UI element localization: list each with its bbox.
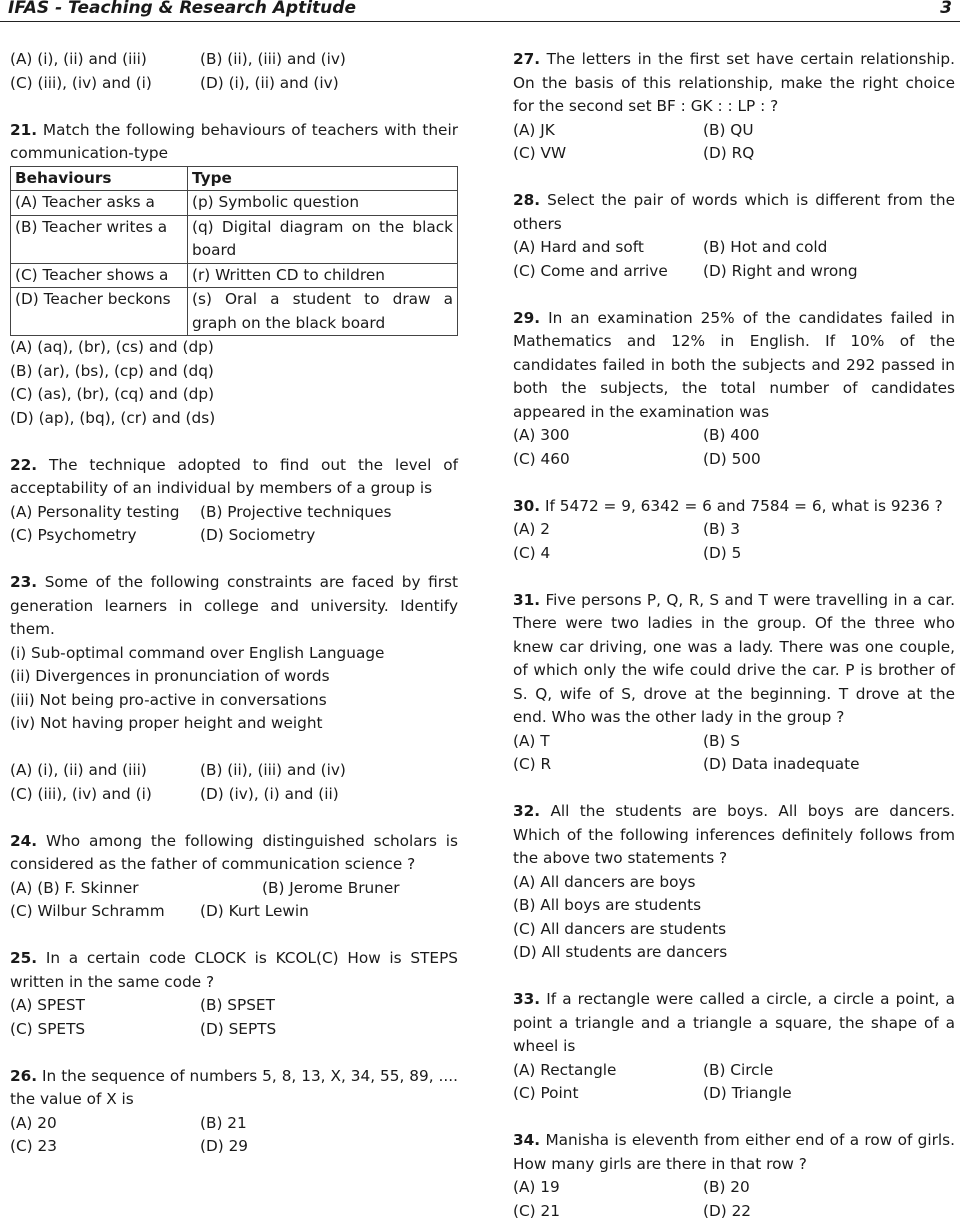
table-cell: (s) Oral a student to draw a graph on the black board (188, 288, 458, 336)
question-30 (513, 495, 955, 566)
left-column (10, 48, 458, 1159)
question-number: 28. (513, 191, 541, 209)
question-24 (10, 830, 458, 924)
stem-text: Five persons P, Q, R, S and T were travelling in a car. There were two ladies in the group. Of the three who knew car driving, one was a lady. There was one couple, of which only the wife could drive the car. P is brother of S. Q, wife of S, drove at the beginning. T drove at the end. Who was the other lady in the group ? (513, 590, 955, 726)
option-b: (B) (ar), (bs), (cp) and (dq) (10, 361, 214, 380)
option-c: (C) (as), (br), (cq) and (dp) (10, 385, 215, 403)
option-c: (C) Wilbur Schramm (10, 902, 165, 920)
question-27 (513, 48, 955, 166)
option-b: (B) Projective techniques (200, 502, 392, 521)
question-31 (513, 589, 955, 777)
option-c: (C) VW (513, 144, 567, 162)
option-c: (C) SPETS (10, 1019, 86, 1038)
question-stem (513, 988, 955, 1059)
question-number: 25. (10, 949, 38, 967)
option-d: (D) Kurt Lewin (200, 902, 309, 920)
question-stem (10, 1065, 458, 1112)
option-b: (B) All boys are students (513, 896, 702, 914)
option-d: (D) 500 (703, 449, 761, 468)
question-stem (513, 1129, 955, 1176)
stem-text: Who among the following distinguished scholars is considered as the father of communication science ? (10, 831, 458, 873)
option-d: (D) (ap), (bq), (cr) and (ds) (10, 408, 216, 427)
option-b: (B) 21 (200, 1113, 247, 1132)
match-table (10, 166, 458, 337)
option-a: (A) 20 (10, 1113, 57, 1132)
option-a: (A) SPEST (10, 996, 85, 1014)
stem-text: Match the following behaviours of teachers with their communication-type (10, 120, 458, 162)
option-a: (A) Rectangle (513, 1060, 617, 1079)
question-21 (10, 119, 458, 431)
question-number: 26. (10, 1066, 38, 1085)
option-b: (B) (ii), (iii) and (iv) (200, 761, 346, 779)
question-32 (513, 800, 955, 965)
option-a: (A) (aq), (br), (cs) and (dp) (10, 338, 214, 356)
stem-text: Manisha is eleventh from either end of a row of girls. How many girls are there in that row ? (513, 1131, 955, 1173)
question-number: 33. (513, 990, 541, 1008)
page-number: 3 (940, 0, 952, 18)
table-row (11, 215, 458, 263)
option-b: (B) Circle (703, 1060, 774, 1079)
option-d: (D) (i), (ii) and (iv) (200, 73, 339, 92)
question-stem (10, 119, 458, 166)
option-d: (D) Triangle (703, 1084, 792, 1102)
statement: (iv) Not having proper height and weight (10, 714, 323, 732)
question-number: 30. (513, 496, 541, 515)
table-cell: (p) Symbolic question (188, 191, 458, 216)
question-stem (10, 571, 458, 642)
question-number: 23. (10, 573, 38, 591)
option-c: (C) 23 (10, 1137, 57, 1155)
question-25 (10, 947, 458, 1041)
option-b: (B) SPSET (200, 996, 275, 1014)
table-cell: (A) Teacher asks a (11, 191, 188, 216)
table-cell: (r) Written CD to children (188, 263, 458, 288)
option-a: (A) 300 (513, 426, 570, 444)
statement: (iii) Not being pro-active in conversations (10, 690, 327, 709)
table-row (11, 263, 458, 288)
question-33 (513, 988, 955, 1106)
option-c: (C) (iii), (iv) and (i) (10, 73, 152, 92)
statement: (ii) Divergences in pronunciation of words (10, 667, 330, 685)
option-c: (C) 21 (513, 1201, 560, 1220)
question-stem (10, 454, 458, 501)
option-c: (C) 460 (513, 449, 570, 468)
option-c: (C) Psychometry (10, 526, 137, 544)
question-stem (513, 189, 955, 236)
option-d: (D) 5 (703, 543, 742, 562)
stem-text: If a rectangle were called a circle, a circle a point, a point a triangle and a triangle a square, the shape of a wheel is (513, 990, 955, 1055)
option-c: (C) 4 (513, 543, 551, 562)
option-d: (D) Right and wrong (703, 261, 858, 280)
question-number: 27. (513, 50, 541, 68)
header-rule (0, 21, 960, 22)
option-d: (D) 22 (703, 1201, 752, 1220)
question-number: 22. (10, 455, 38, 474)
option-b: (B) 3 (703, 520, 741, 538)
option-a: (A) (i), (ii) and (iii) (10, 50, 147, 68)
stem-text: If 5472 = 9, 6342 = 6 and 7584 = 6, what is 9236 ? (544, 496, 943, 515)
page-header (0, 0, 960, 22)
option-a: (A) All dancers are boys (513, 872, 696, 891)
question-stem (513, 589, 955, 730)
question-number: 34. (513, 1131, 541, 1149)
stem-text: Select the pair of words which is different from the others (513, 191, 955, 233)
stem-text: The technique adopted to find out the level of acceptability of an individual by members of a group is (10, 455, 458, 497)
question-29 (513, 307, 955, 472)
question-number: 31. (513, 590, 541, 609)
question-34 (513, 1129, 955, 1223)
question-stem (513, 495, 955, 519)
question-number: 29. (513, 308, 541, 327)
option-c: (C) Come and arrive (513, 261, 668, 280)
option-b: (B) Jerome Bruner (262, 878, 400, 897)
column-header: Type (188, 166, 458, 191)
option-a: (A) (i), (ii) and (iii) (10, 761, 147, 779)
table-cell: (C) Teacher shows a (11, 263, 188, 288)
option-d: (D) RQ (703, 144, 755, 162)
question-stem (10, 830, 458, 877)
table-header-row (11, 166, 458, 191)
question-stem (513, 48, 955, 119)
option-d: (D) 29 (200, 1137, 249, 1155)
stem-text: Some of the following constraints are faced by first generation learners in college and university. Identify them. (10, 573, 458, 638)
option-a: (A) JK (513, 120, 555, 139)
stem-text: The letters in the first set have certain relationship. On the basis of this relationship, make the right choice for the second set BF : GK : : LP : ? (513, 50, 955, 115)
question-stem (513, 307, 955, 425)
option-d: (D) SEPTS (200, 1019, 277, 1038)
stem-text: All the students are boys. All boys are dancers. Which of the following inferences definitely follows from the above two statements ? (513, 802, 955, 867)
right-column (513, 48, 955, 1223)
stem-text: In the sequence of numbers 5, 8, 13, X, 34, 55, 89, .... the value of X is (10, 1066, 458, 1108)
statement: (i) Sub-optimal command over English Language (10, 643, 385, 662)
question-number: 32. (513, 802, 541, 820)
question-22 (10, 454, 458, 548)
option-b: (B) Hot and cold (703, 238, 828, 256)
carryover-options (10, 48, 458, 95)
document-title: IFAS - Teaching & Research Aptitude (8, 0, 356, 18)
question-28 (513, 189, 955, 283)
option-c: (C) All dancers are students (513, 919, 727, 938)
option-c: (C) Point (513, 1084, 579, 1102)
question-23 (10, 571, 458, 806)
question-stem (10, 947, 458, 994)
option-a: (A) 19 (513, 1178, 560, 1196)
option-a: (A) Hard and soft (513, 238, 644, 256)
option-d: (D) Data inadequate (703, 755, 860, 773)
option-d: (D) All students are dancers (513, 943, 728, 961)
stem-text: In an examination 25% of the candidates failed in Mathematics and 12% in English. If 10% of the candidates failed in both the subjects and 292 passed in both the subjects, the total number of candidates appeared in the examination was (513, 308, 955, 421)
option-a: (A) Personality testing (10, 502, 180, 521)
question-number: 21. (10, 120, 38, 139)
table-cell: (q) Digital diagram on the black board (188, 215, 458, 263)
option-a: (A) 2 (513, 520, 550, 538)
option-b: (B) 400 (703, 426, 760, 444)
column-header: Behaviours (11, 166, 188, 191)
table-cell: (B) Teacher writes a (11, 215, 188, 263)
stem-text: In a certain code CLOCK is KCOL(C) How is STEPS written in the same code ? (10, 949, 458, 991)
option-b: (B) QU (703, 120, 754, 139)
option-c: (C) (iii), (iv) and (i) (10, 784, 152, 803)
question-number: 24. (10, 831, 38, 850)
option-c: (C) R (513, 755, 552, 773)
option-a: (A) (B) F. Skinner (10, 878, 139, 897)
option-d: (D) Sociometry (200, 526, 316, 544)
question-stem (513, 800, 955, 871)
option-b: (B) 20 (703, 1178, 750, 1196)
table-row (11, 288, 458, 336)
table-cell: (D) Teacher beckons (11, 288, 188, 336)
option-b: (B) S (703, 731, 741, 750)
question-26 (10, 1065, 458, 1159)
option-b: (B) (ii), (iii) and (iv) (200, 50, 346, 68)
option-a: (A) T (513, 731, 550, 750)
table-row (11, 191, 458, 216)
option-d: (D) (iv), (i) and (ii) (200, 784, 339, 803)
